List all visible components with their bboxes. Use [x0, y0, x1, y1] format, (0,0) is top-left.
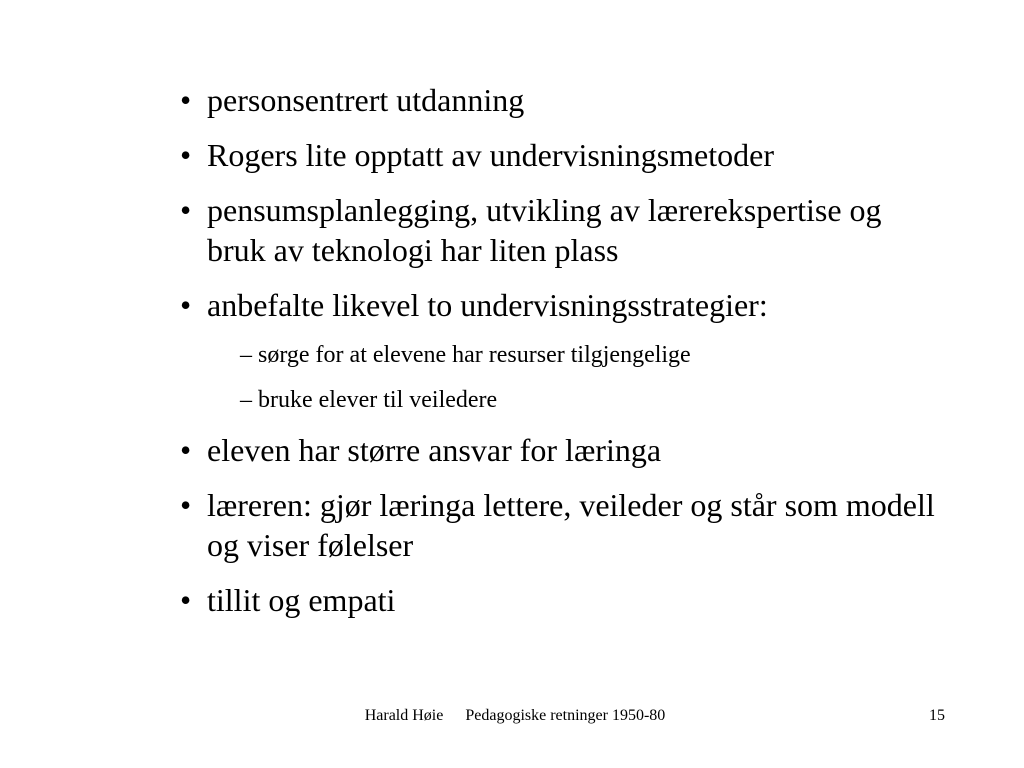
bullet-item — [180, 485, 940, 565]
bullet-text: Rogers lite opptatt av undervisningsmetoder — [207, 137, 774, 173]
footer — [360, 706, 670, 726]
bullet-item — [180, 80, 940, 120]
dash-icon: – — [240, 387, 252, 413]
bullet-text: anbefalte likevel to undervisningsstrategier: — [207, 287, 768, 323]
bullet-item — [180, 135, 940, 175]
bullet-item — [180, 430, 940, 470]
slide-number: 15 — [929, 707, 945, 724]
bullet-icon: • — [180, 287, 192, 323]
bullet-text: eleven har større ansvar for læringa — [207, 432, 662, 468]
bullet-icon: • — [180, 137, 192, 173]
bullet-text: læreren: gjør læringa lettere, veileder og står som modell og viser følelser — [207, 487, 935, 563]
bullet-icon: • — [180, 192, 192, 228]
sub-bullet-item — [180, 340, 940, 370]
bullet-icon: • — [180, 582, 192, 618]
bullet-icon: • — [180, 82, 192, 118]
bullet-icon: • — [180, 432, 192, 468]
footer-author: Harald Høie — [364, 707, 444, 724]
bullet-item — [180, 580, 940, 620]
bullet-item — [180, 190, 940, 270]
bullet-text: tillit og empati — [207, 582, 396, 618]
footer-title: Pedagogiske retninger 1950-80 — [465, 707, 666, 724]
bullet-item — [180, 285, 940, 325]
bullet-list — [180, 80, 940, 635]
sub-bullet-text: sørge for at elevene har resurser tilgjengelige — [258, 342, 691, 368]
bullet-icon: • — [180, 487, 192, 523]
bullet-text: pensumsplanlegging, utvikling av lærerekspertise og bruk av teknologi har liten plass — [207, 192, 882, 268]
sub-bullet-item — [180, 385, 940, 415]
sub-bullet-text: bruke elever til veiledere — [258, 387, 498, 413]
bullet-text: personsentrert utdanning — [207, 82, 525, 118]
dash-icon: – — [240, 342, 252, 368]
